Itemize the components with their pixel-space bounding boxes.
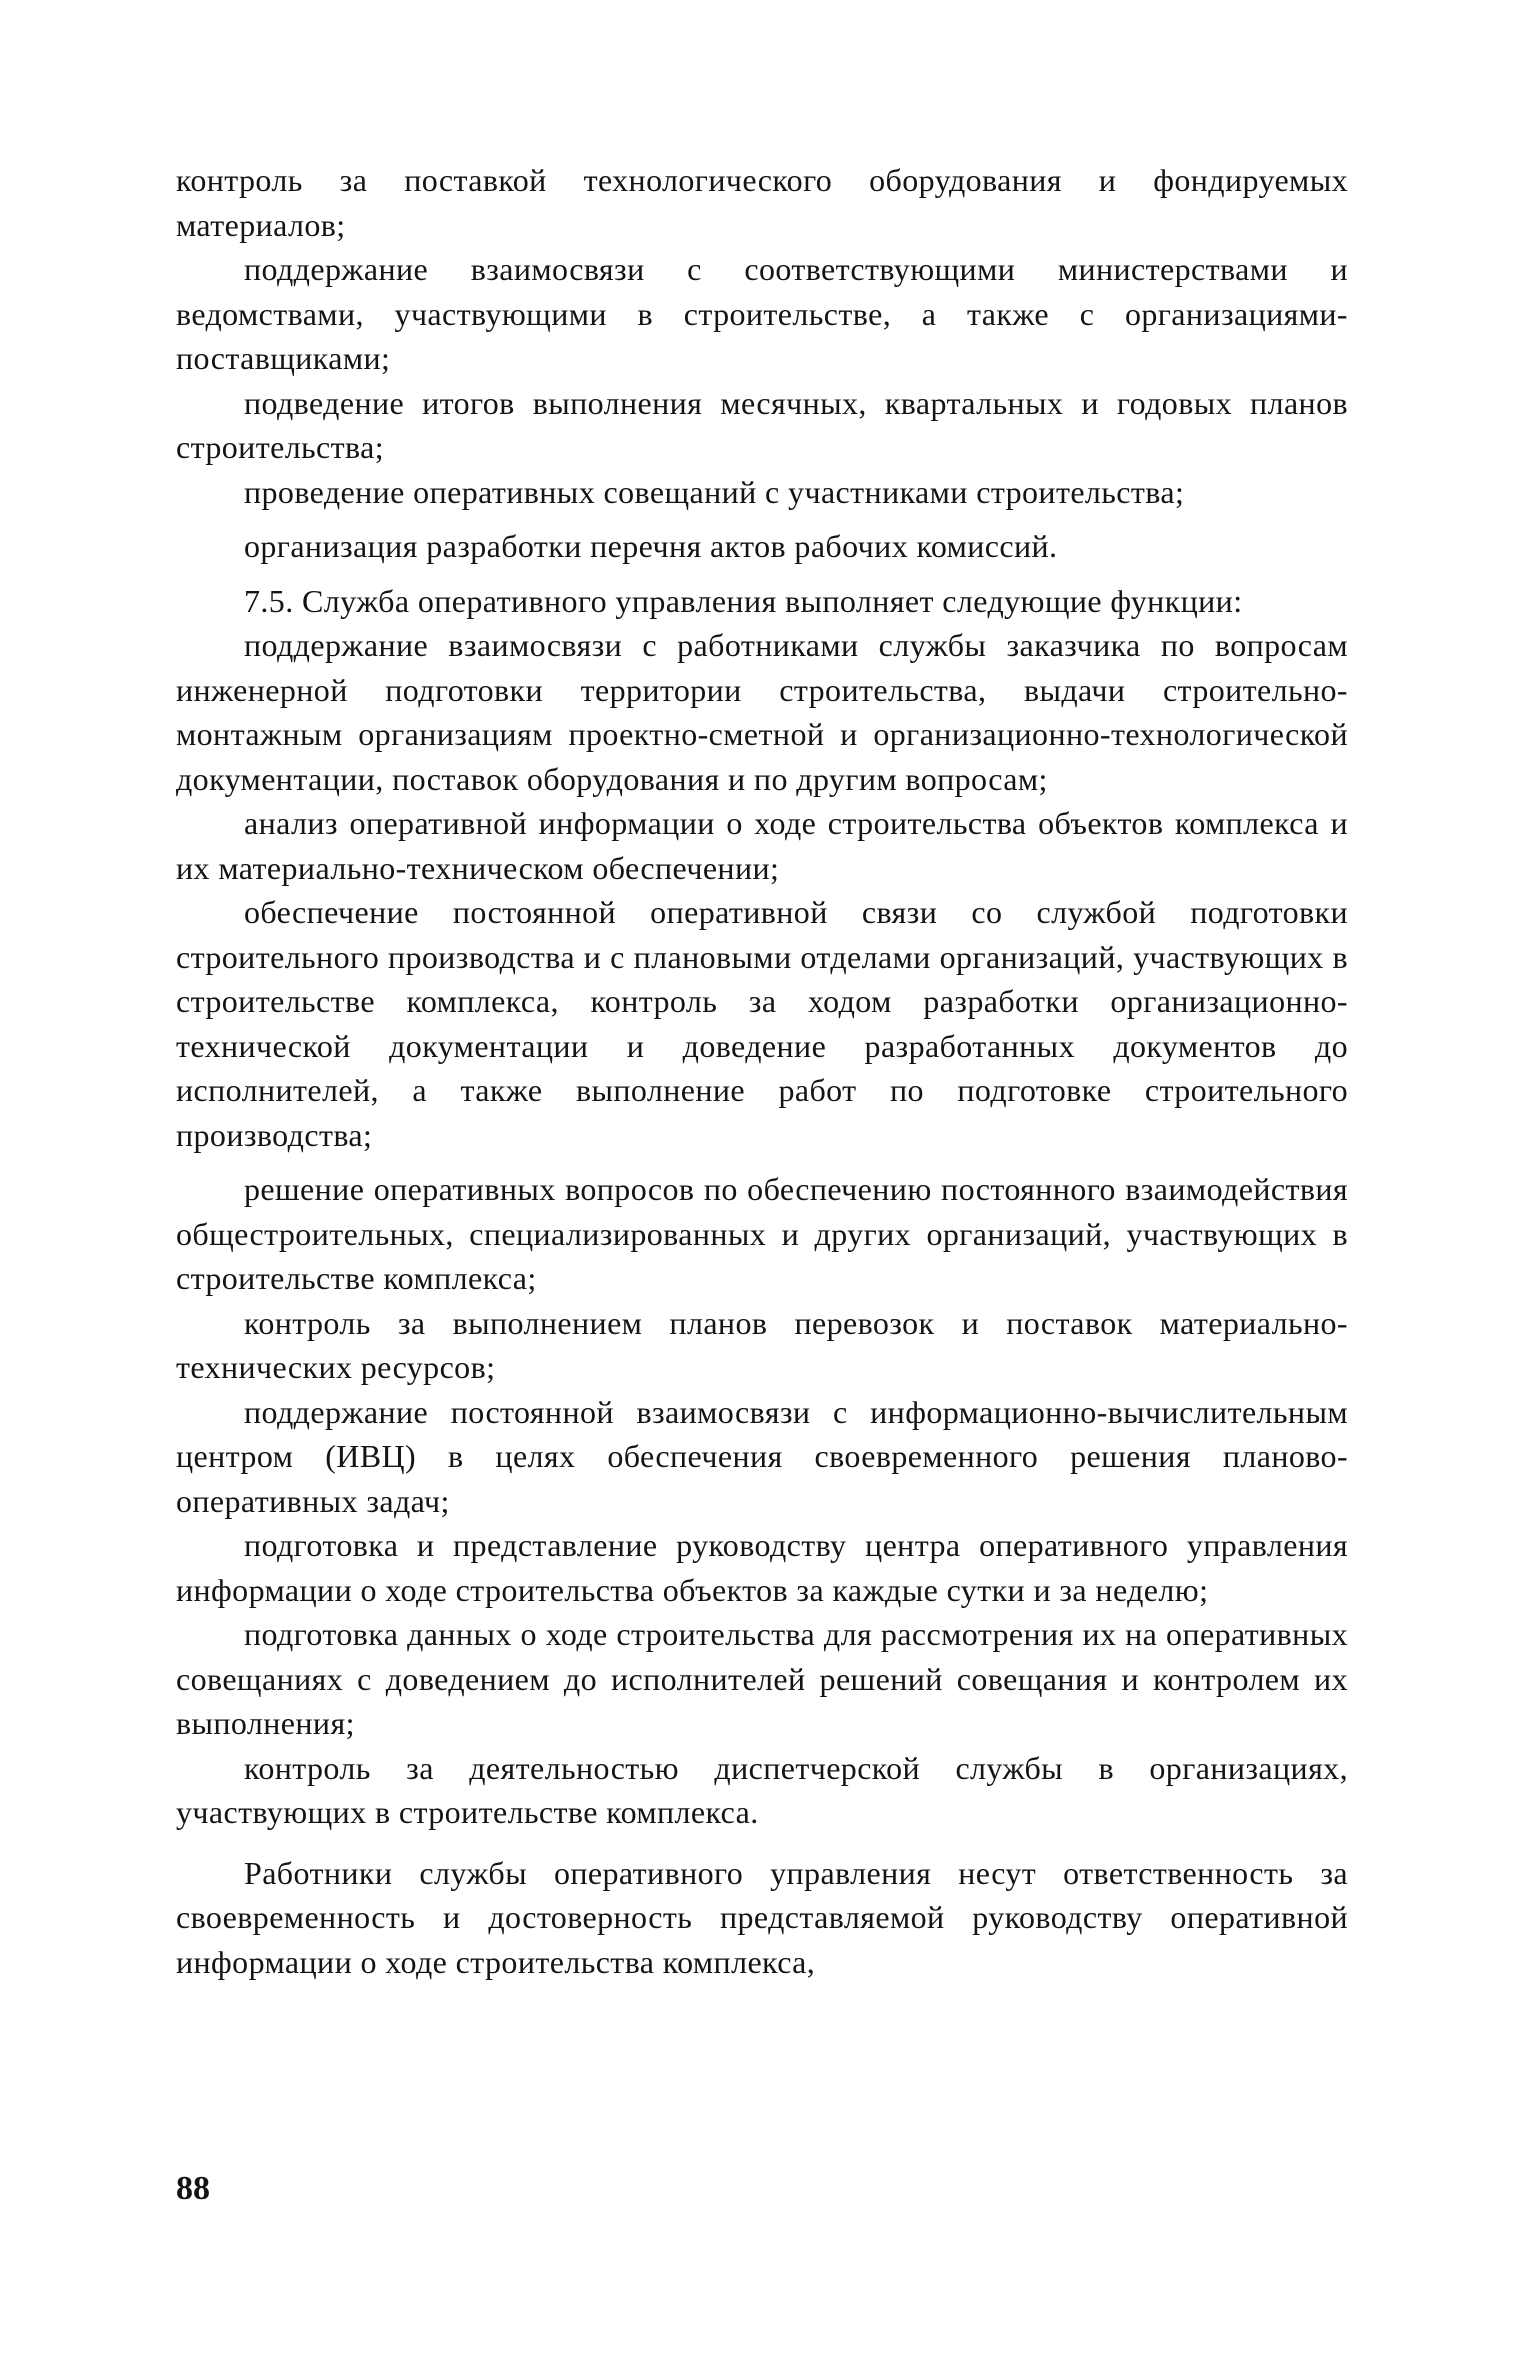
paragraph: поддержание взаимосвязи с работниками службы заказчика по вопросам инженерной подготовки территории строительства, выдачи строительно-монтажным организациям проектно-сметной и организационно-технологической документации, поставок оборудования и по другим вопросам; [176, 627, 1348, 797]
paragraph: Работники службы оперативного управления несут ответственность за своевременность и достоверность представляемой руководству оперативной информации о ходе строительства комплекса, [176, 1854, 1348, 1980]
paragraph: контроль за деятельностью диспетчерской службы в организациях, участвующих в строительстве комплекса. [176, 1749, 1348, 1830]
paragraph: подведение итогов выполнения месячных, квартальных и годовых планов строительства; [176, 384, 1348, 465]
paragraph: решение оперативных вопросов по обеспечению постоянного взаимодействия общестроительных, специализированных и других организаций, участвующих в строительстве комплекса; [176, 1171, 1348, 1296]
paragraph: проведение оперативных совещаний с участниками строительства; [244, 473, 1185, 510]
paragraph: поддержание постоянной взаимосвязи с информационно-вычислительным центром (ИВЦ) в целях обеспечения своевременного решения планово-оперативных задач; [176, 1393, 1348, 1519]
page-number: 88 [176, 2170, 210, 2207]
paragraph: подготовка и представление руководству центра оперативного управления информации о ходе строительства объектов за каждые сутки и за неделю; [176, 1527, 1348, 1608]
paragraph: подготовка данных о ходе строительства для рассмотрения их на оперативных совещаниях с доведением до исполнителей решений совещания и контролем их выполнения; [176, 1616, 1348, 1741]
section-heading-paragraph: 7.5. Служба оперативного управления выполняет следующие функции: [244, 582, 1243, 619]
paragraph: контроль за выполнением планов перевозок и поставок материально-технических ресурсов; [176, 1304, 1348, 1385]
paragraph: контроль за поставкой технологического оборудования и фондируемых материалов; [176, 162, 1348, 243]
paragraph: организация разработки перечня актов рабочих комиссий. [244, 528, 1058, 564]
paragraph: поддержание взаимосвязи с соответствующими министерствами и ведомствами, участвующими в строительстве, а также с организациями-поставщиками; [176, 251, 1348, 376]
paragraph: обеспечение постоянной оперативной связи со службой подготовки строительного производства и с плановыми отделами организаций, участвующих в строительстве комплекса, контроль за ходом разработки организационно-технической документации и доведение разработанных документов до исполнителей, а также выполнение работ по подготовке строительного производства; [176, 894, 1348, 1153]
body-text [176, 158, 1348, 1984]
paragraph: анализ оперативной информации о ходе строительства объектов комплекса и их материально-техническом обеспечении; [176, 805, 1348, 886]
